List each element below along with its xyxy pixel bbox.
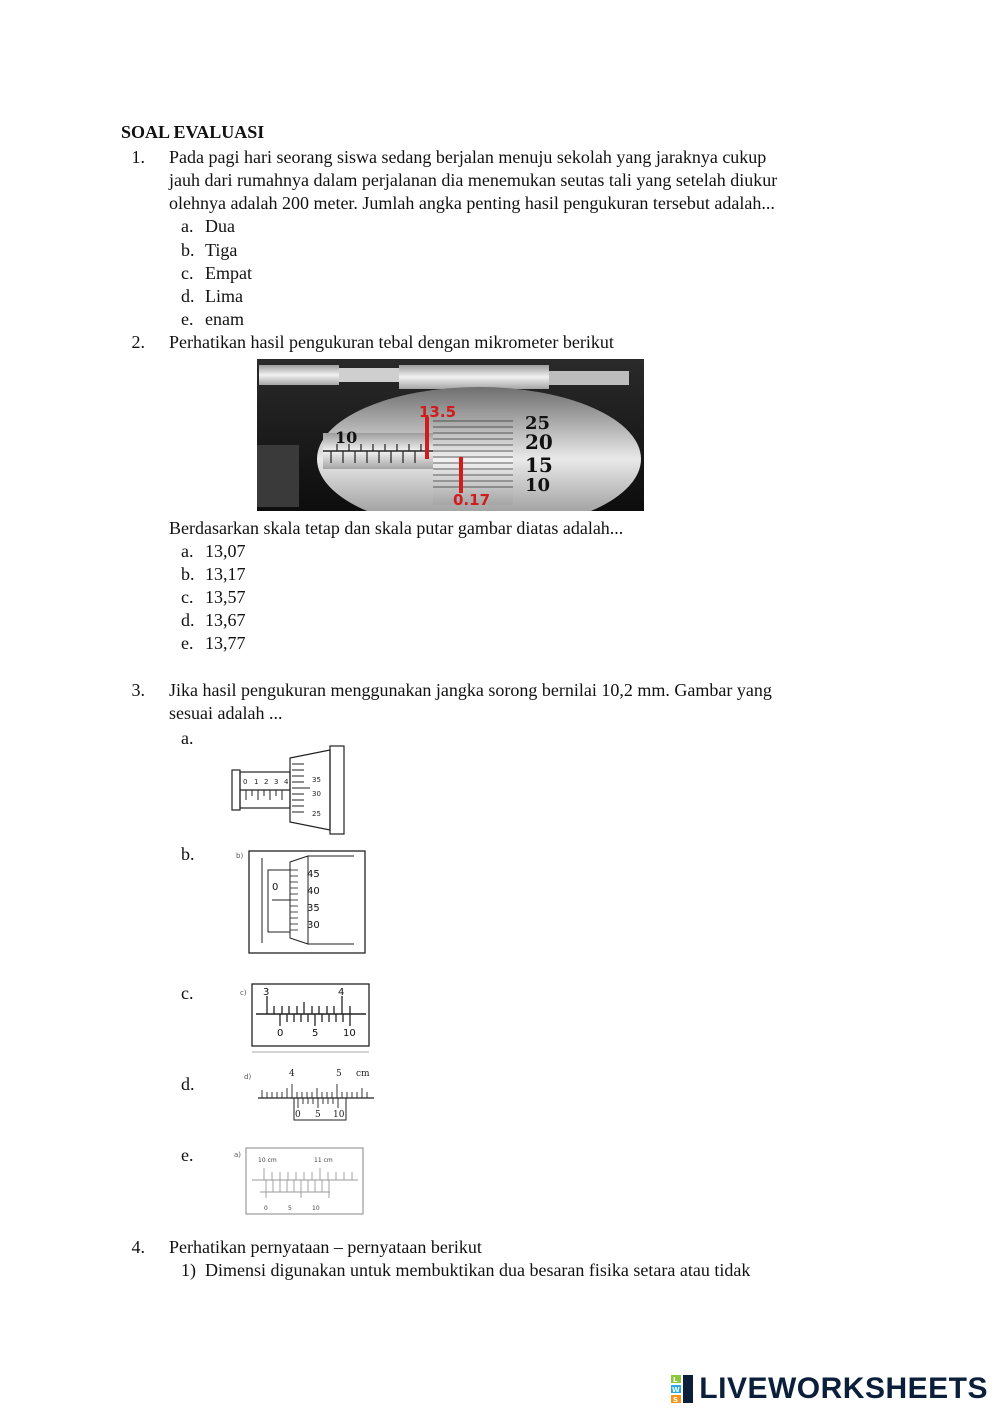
q1-option-b[interactable]: b. Tiga bbox=[181, 240, 238, 260]
thimble-number-25: 25 bbox=[525, 413, 551, 434]
page-title: SOAL EVALUASI bbox=[121, 122, 265, 142]
question-2-prompt: Berdasarkan skala tetap dan skala putar gambar diatas adalah... bbox=[169, 518, 624, 538]
fig-c-main-3: 3 bbox=[263, 987, 270, 998]
question-1-line-2: jauh dari rumahnya dalam perjalanan dia menemukan seutas tali yang setelah diukur bbox=[169, 170, 778, 190]
fig-e-vernier-10: 10 bbox=[312, 1205, 320, 1212]
fig-d-vernier-0: 0 bbox=[295, 1110, 301, 1120]
q3-figure-e-vernier bbox=[232, 1146, 366, 1218]
q3-option-d[interactable]: d. bbox=[181, 1074, 195, 1094]
q3-option-b[interactable]: b. bbox=[181, 844, 195, 864]
fig-a-sleeve-3: 3 bbox=[274, 778, 279, 786]
q3-option-c[interactable]: c. bbox=[181, 983, 194, 1003]
q2-option-b[interactable]: b. 13,17 bbox=[181, 564, 246, 584]
fig-b-thimble-35: 35 bbox=[307, 903, 320, 914]
question-1-line-3: olehnya adalah 200 meter. Jumlah angka penting hasil pengukuran tersebut adalah... bbox=[169, 193, 775, 213]
q2-option-e[interactable]: e. 13,77 bbox=[181, 633, 246, 653]
liveworksheets-logo[interactable] bbox=[671, 1372, 988, 1406]
main-scale-marker-label: 13.5 bbox=[419, 403, 457, 421]
fig-d-vernier-10: 10 bbox=[333, 1110, 345, 1120]
fig-e-vernier-0: 0 bbox=[264, 1205, 268, 1212]
fig-a-thimble-35: 35 bbox=[312, 776, 321, 784]
q1-option-a[interactable]: a. Dua bbox=[181, 216, 235, 236]
fig-d-tag: d) bbox=[244, 1073, 252, 1081]
fig-c-vernier-0: 0 bbox=[277, 1028, 284, 1039]
question-4-number: 4. bbox=[131, 1237, 145, 1257]
fig-e-tag: a) bbox=[234, 1151, 242, 1159]
fig-c-main-4: 4 bbox=[338, 987, 345, 998]
logo-letter-s: S bbox=[673, 1396, 679, 1403]
q3-option-a[interactable]: a. bbox=[181, 728, 194, 748]
thimble-number-15: 15 bbox=[525, 453, 553, 477]
thimble-number-10: 10 bbox=[525, 475, 551, 496]
fig-c-vernier-10: 10 bbox=[343, 1028, 356, 1039]
q1-option-d[interactable]: d. Lima bbox=[181, 286, 243, 306]
fig-b-thimble-40: 40 bbox=[307, 886, 320, 897]
fig-b-thimble-45: 45 bbox=[307, 869, 320, 880]
question-3-number: 3. bbox=[131, 680, 145, 700]
q2-option-d[interactable]: d. 13,67 bbox=[181, 610, 246, 630]
fig-b-thimble-30: 30 bbox=[307, 920, 320, 931]
fig-e-main-10: 10 cm bbox=[258, 1157, 277, 1164]
question-4-text: Perhatikan pernyataan – pernyataan berikut bbox=[169, 1237, 482, 1257]
fig-b-tag: b) bbox=[236, 852, 244, 860]
fig-d-vernier-5: 5 bbox=[315, 1110, 321, 1120]
q1-option-c[interactable]: c. Empat bbox=[181, 263, 252, 283]
fig-c-vernier-5: 5 bbox=[312, 1028, 319, 1039]
q3-figure-d-vernier bbox=[240, 1064, 376, 1124]
fig-a-sleeve-2: 2 bbox=[264, 778, 269, 786]
logo-letter-l: L bbox=[673, 1376, 678, 1384]
q1-option-e[interactable]: e. enam bbox=[181, 309, 244, 329]
fig-a-thimble-30: 30 bbox=[312, 790, 321, 798]
fig-e-main-11: 11 cm bbox=[314, 1157, 333, 1164]
question-2-number: 2. bbox=[131, 332, 145, 352]
q2-option-a[interactable]: a. 13,07 bbox=[181, 541, 246, 561]
fig-e-vernier-5: 5 bbox=[288, 1205, 292, 1212]
question-2-text: Perhatikan hasil pengukuran tebal dengan mikrometer berikut bbox=[169, 332, 614, 352]
question-1-number: 1. bbox=[131, 147, 145, 167]
q3-figure-c-vernier bbox=[238, 982, 372, 1054]
thimble-marker-label: 0.17 bbox=[453, 491, 491, 509]
question-3-line-2: sesuai adalah ... bbox=[169, 703, 283, 723]
logo-letter-w: W bbox=[672, 1386, 681, 1394]
q2-option-c[interactable]: c. 13,57 bbox=[181, 587, 246, 607]
fig-d-main-4: 4 bbox=[289, 1069, 295, 1079]
liveworksheets-logo-icon bbox=[671, 1375, 693, 1403]
fig-d-unit: cm bbox=[356, 1069, 370, 1079]
q3-option-e[interactable]: e. bbox=[181, 1145, 194, 1165]
q3-figure-b-micrometer bbox=[232, 848, 368, 956]
liveworksheets-brand: LIVEWORKSHEETS bbox=[699, 1372, 988, 1405]
question-1-line-1: Pada pagi hari seorang siswa sedang berjalan menuju sekolah yang jaraknya cukup bbox=[169, 147, 767, 167]
fig-a-sleeve-1: 1 bbox=[254, 778, 259, 786]
micrometer-photo bbox=[257, 359, 644, 511]
q3-figure-a-micrometer bbox=[230, 740, 348, 838]
fig-b-sleeve-0: 0 bbox=[272, 882, 279, 893]
q4-statement-1: 1) Dimensi digunakan untuk membuktikan dua besaran fisika setara atau tidak bbox=[181, 1260, 751, 1280]
fig-a-sleeve-0: 0 bbox=[243, 778, 248, 786]
question-3-line-1: Jika hasil pengukuran menggunakan jangka sorong bernilai 10,2 mm. Gambar yang bbox=[169, 680, 772, 700]
fig-a-thimble-25: 25 bbox=[312, 810, 321, 818]
fig-c-tag: c) bbox=[240, 989, 247, 997]
fig-a-sleeve-4: 4 bbox=[284, 778, 289, 786]
sleeve-number: 10 bbox=[335, 428, 358, 447]
fig-d-main-5: 5 bbox=[336, 1069, 342, 1079]
thimble-number-20: 20 bbox=[525, 430, 553, 454]
